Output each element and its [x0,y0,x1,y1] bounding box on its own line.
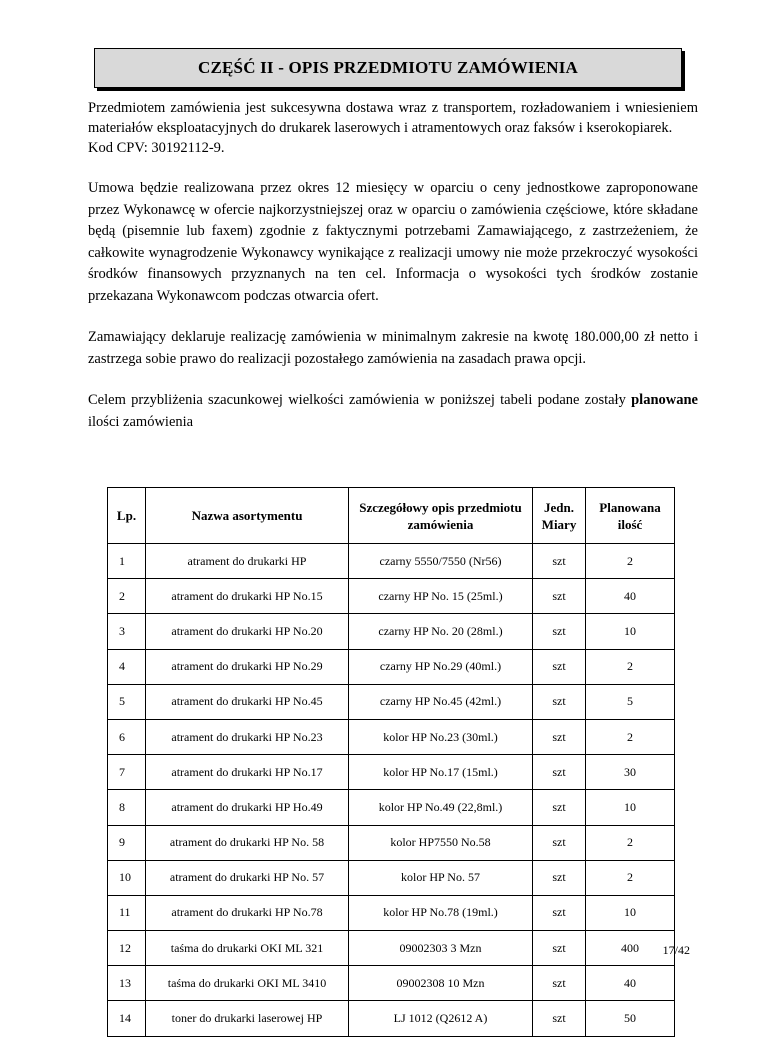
cell-quantity: 2 [586,544,675,579]
table-row [108,825,675,860]
cell-unit: szt [533,825,586,860]
cell-description: 09002308 10 Mzn [349,966,533,1001]
cell-description: kolor HP7550 No.58 [349,825,533,860]
cell-unit: szt [533,614,586,649]
cell-description: kolor HP No.17 (15ml.) [349,755,533,790]
cell-lp: 6 [108,719,146,754]
cell-lp: 8 [108,790,146,825]
paragraph-contract: Umowa będzie realizowana przez okres 12 miesięcy w oparciu o ceny jednostkowe zaproponowane przez Wykonawcę w ofercie najkorzystniejszej oraz w oparciu o zamówienia częściowe, które składane będą (pisemnie lub faxem) zgodnie z faktycznymi potrzebami Zamawiającego, z zastrzeżeniem, że całkowite wynagrodzenie Wykonawcy wynikające z realizacji umowy nie może przekroczyć wysokości środków finansowych przyznanych na ten cel. Informacja o wysokości tych środków zostanie przekazana Wykonawcom podczas otwarcia ofert. [88,180,698,304]
cell-unit: szt [533,966,586,1001]
cell-quantity: 2 [586,649,675,684]
cell-quantity: 2 [586,860,675,895]
cell-name: atrament do drukarki HP No.29 [146,649,349,684]
header-quantity: Planowana ilość [586,488,675,544]
cell-lp: 11 [108,895,146,930]
table-row [108,790,675,825]
cell-description: LJ 1012 (Q2612 A) [349,1001,533,1036]
cell-quantity: 50 [586,1001,675,1036]
cell-name: atrament do drukarki HP No.17 [146,755,349,790]
cell-quantity: 10 [586,790,675,825]
cell-name: atrament do drukarki HP No.45 [146,684,349,719]
cell-description: 09002303 3 Mzn [349,931,533,966]
table-row [108,755,675,790]
cell-unit: szt [533,684,586,719]
paragraph-declaration: Zamawiający deklaruje realizację zamówienia w minimalnym zakresie na kwotę 180.000,00 zł netto i zastrzega sobie prawo do realizacji pozostałego zamówienia na zasadach prawa opcji. [88,329,698,367]
document-body [88,98,698,433]
table-row [108,719,675,754]
cell-quantity: 40 [586,966,675,1001]
cell-description: kolor HP No. 57 [349,860,533,895]
cell-name: toner do drukarki laserowej HP [146,1001,349,1036]
cell-name: atrament do drukarki HP No.20 [146,614,349,649]
cell-description: czarny 5550/7550 (Nr56) [349,544,533,579]
cell-description: kolor HP No.49 (22,8ml.) [349,790,533,825]
cell-lp: 5 [108,684,146,719]
cell-quantity: 2 [586,825,675,860]
cell-description: czarny HP No.45 (42ml.) [349,684,533,719]
header-name: Nazwa asortymentu [146,488,349,544]
planned-emphasis: planowane [631,392,698,408]
cell-description: czarny HP No. 20 (28ml.) [349,614,533,649]
cell-quantity: 30 [586,755,675,790]
table-header-row [108,488,675,544]
cell-unit: szt [533,579,586,614]
cell-quantity: 10 [586,614,675,649]
table-row [108,579,675,614]
table-intro-text: Celem przybliżenia szacunkowej wielkości zamówienia w poniższej tabeli podane zostały [88,392,626,408]
cell-name: atrament do drukarki HP [146,544,349,579]
cell-quantity: 10 [586,895,675,930]
cell-name: taśma do drukarki OKI ML 3410 [146,966,349,1001]
cell-lp: 1 [108,544,146,579]
header-unit: Jedn. Miary [533,488,586,544]
cell-description: czarny HP No. 15 (25ml.) [349,579,533,614]
cell-description: kolor HP No.78 (19ml.) [349,895,533,930]
page-number: 17/42 [662,943,690,957]
table-row [108,649,675,684]
cell-unit: szt [533,649,586,684]
cell-name: atrament do drukarki HP No. 58 [146,825,349,860]
cell-unit: szt [533,544,586,579]
paragraph-table-intro [88,390,698,433]
cell-lp: 10 [108,860,146,895]
header-lp: Lp. [108,488,146,544]
cell-name: atrament do drukarki HP No. 57 [146,860,349,895]
table-body [108,544,675,1037]
cell-unit: szt [533,755,586,790]
cell-lp: 3 [108,614,146,649]
cell-quantity: 5 [586,684,675,719]
table-intro-end: ilości zamówienia [88,413,194,430]
table-row [108,860,675,895]
cell-quantity: 2 [586,719,675,754]
section-title: CZĘŚĆ II - OPIS PRZEDMIOTU ZAMÓWIENIA [94,48,682,88]
order-table [107,487,675,1037]
cell-lp: 2 [108,579,146,614]
cell-unit: szt [533,1001,586,1036]
cell-quantity: 40 [586,579,675,614]
cell-lp: 9 [108,825,146,860]
cell-unit: szt [533,719,586,754]
cell-name: taśma do drukarki OKI ML 321 [146,931,349,966]
cell-description: czarny HP No.29 (40ml.) [349,649,533,684]
cell-description: kolor HP No.23 (30ml.) [349,719,533,754]
table-row [108,1001,675,1036]
cell-lp: 7 [108,755,146,790]
paragraph-intro: Przedmiotem zamówienia jest sukcesywna dostawa wraz z transportem, rozładowaniem i wniesieniem materiałów eksploatacyjnych do drukarek laserowych i atramentowych oraz faksów i kserokopiarek. [88,100,698,136]
cell-name: atrament do drukarki HP No.78 [146,895,349,930]
table-row [108,614,675,649]
table-row [108,931,675,966]
table-row [108,966,675,1001]
table-row [108,544,675,579]
cell-quantity: 400 [586,931,675,966]
cpv-code: Kod CPV: 30192112-9. [88,140,225,156]
cell-lp: 14 [108,1001,146,1036]
cell-unit: szt [533,895,586,930]
cell-name: atrament do drukarki HP No.23 [146,719,349,754]
cell-unit: szt [533,931,586,966]
header-description: Szczegółowy opis przedmiotu zamówienia [349,488,533,544]
cell-unit: szt [533,860,586,895]
cell-lp: 13 [108,966,146,1001]
cell-lp: 12 [108,931,146,966]
cell-name: atrament do drukarki HP Ho.49 [146,790,349,825]
table-row [108,684,675,719]
cell-lp: 4 [108,649,146,684]
cell-name: atrament do drukarki HP No.15 [146,579,349,614]
cell-unit: szt [533,790,586,825]
table-row [108,895,675,930]
